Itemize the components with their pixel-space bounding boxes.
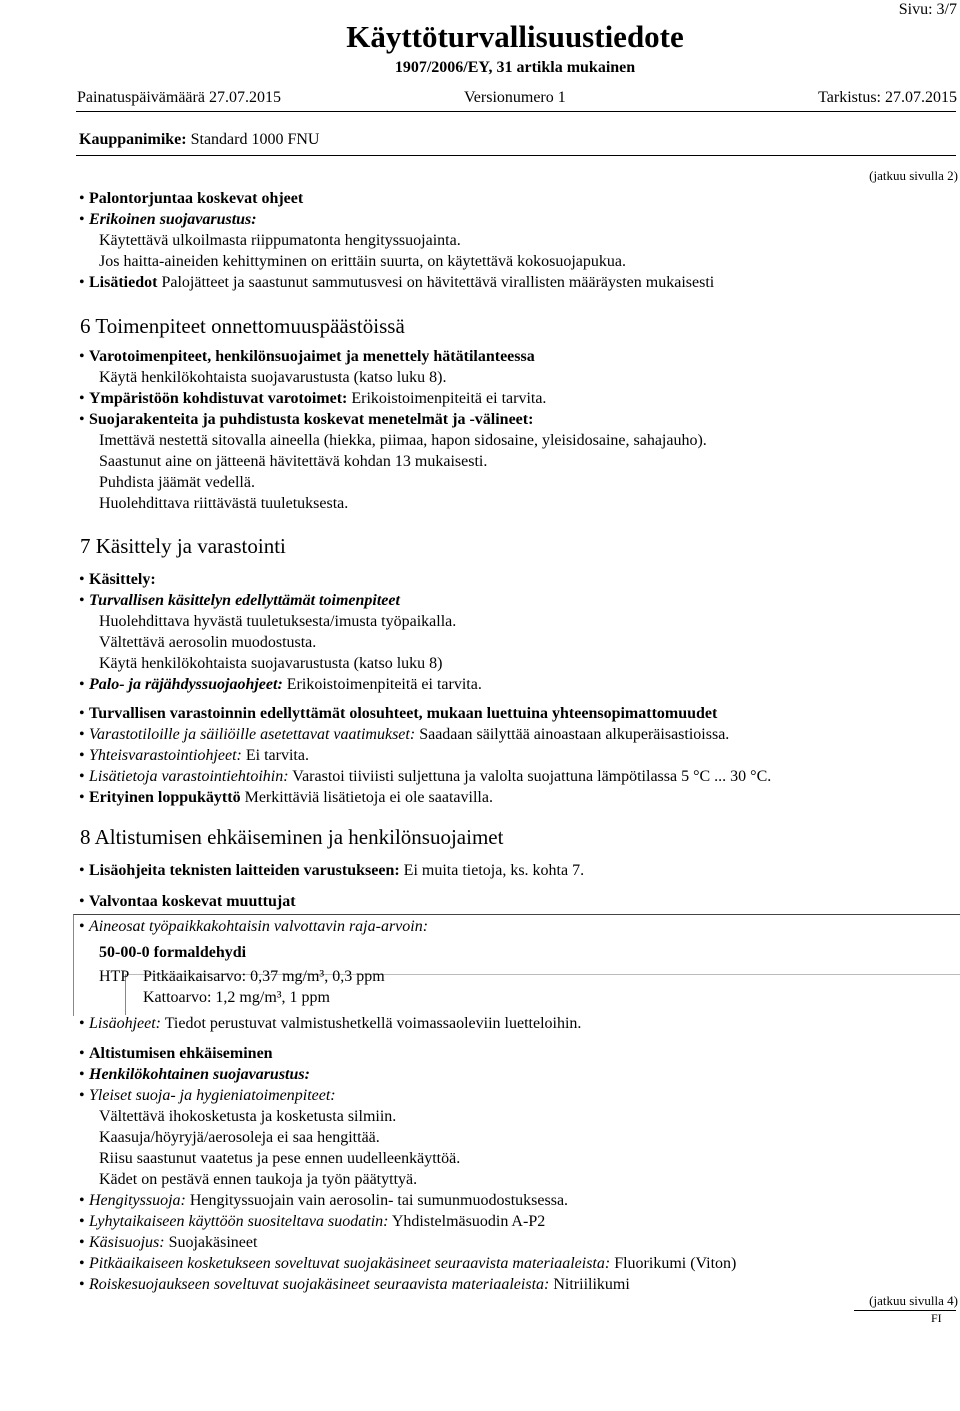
trade-name-divider [76,155,956,156]
list-item: • Käsisuojus: Suojakäsineet [89,1232,257,1253]
list-item: • Erityinen loppukäyttö Merkittäviä lisätietoja ei ole saatavilla. [89,787,493,808]
list-item: • Aineosat työpaikkakohtaisin valvottavin raja-arvoin: [89,916,428,937]
list-item: • Altistumisen ehkäiseminen [89,1043,273,1064]
list-item: • Lisäohjeita teknisten laitteiden varustukseen: Ei muita tietoja, ks. kohta 7. [89,860,584,881]
page-number: Sivu: 3/7 [898,1,957,18]
list-item: • Käsittely: [89,569,156,590]
list-item: Puhdista jäämät vedellä. [99,474,255,491]
list-item: Imettävä nestettä sitovalla aineella (hiekka, piimaa, hapon sidosaine, yleisidosaine, sahajauho). [99,432,707,449]
list-item: • Turvallisen käsittelyn edellyttämät toimenpiteet [89,590,400,611]
list-item: • Lisätiedot Palojätteet ja saastunut sammutusvesi on hävitettävä virallisten määräysten mukaisesti [89,272,714,293]
list-item: Jos haitta-aineiden kehittyminen on erittäin suurta, on käytettävä kokosuojapukua. [99,253,626,270]
version-number: Versionumero 1 [464,89,566,106]
list-item: • Erikoinen suojavarustus: [89,209,257,230]
trade-name [79,131,319,149]
list-item: • Lisätietoja varastointiehtoihin: Varastoi tiiviisti suljettuna ja valolta suojattuna lämpötilassa 5 °C ... 30 °C. [89,766,771,787]
continued-to: (jatkuu sivulla 4) [869,1293,958,1308]
list-item: • Pitkäaikaiseen kosketukseen soveltuvat suojakäsineet seuraavista materiaaleista: Fluorikumi (Viton) [89,1253,736,1274]
list-item: Käytettävä ulkoilmasta riippumatonta hengityssuojainta. [99,232,461,249]
list-item: • Turvallisen varastoinnin edellyttämät olosuhteet, mukaan luettuina yhteensopimattomuudet [89,703,717,724]
list-item: Huolehdittava hyvästä tuuletuksesta/imusta työpaikalla. [99,613,457,630]
htp-ceiling: Kattoarvo: 1,2 mg/m³, 1 ppm [143,989,330,1006]
list-item: • Roiskesuojaukseen soveltuvat suojakäsineet seuraavista materiaaleista: Nitriilikumi [89,1274,630,1295]
list-item: • Lyhytaikaiseen käyttöön suositeltava suodatin: Yhdistelmäsuodin A-P2 [89,1211,545,1232]
list-item: Huolehdittava riittävästä tuuletuksesta. [99,495,349,512]
list-item: • Varotoimenpiteet, henkilönsuojaimet ja menettely hätätilanteessa [89,346,535,367]
htp-label: HTP [99,968,130,985]
list-item: • Henkilökohtainen suojavarustus: [89,1064,310,1085]
list-item: • Lisäohjeet: Tiedot perustuvat valmistushetkellä voimassaoleviin luetteloihin. [89,1013,581,1034]
section-heading: 6 Toimenpiteet onnettomuuspäästöissä [80,314,405,338]
list-item: • Hengityssuoja: Hengityssuojain vain aerosolin- tai sumunmuodostuksessa. [89,1190,568,1211]
list-item: Kaasuja/höyryjä/aerosoleja ei saa hengittää. [99,1129,380,1146]
revision-date: Tarkistus: 27.07.2015 [818,89,957,106]
trade-name-label: Kauppanimike: [79,131,187,148]
print-date: Painatuspäivämäärä 27.07.2015 [77,89,281,106]
continued-from: (jatkuu sivulla 2) [869,168,958,183]
list-item: Käytä henkilökohtaista suojavarustusta (katso luku 8). [99,369,447,386]
list-item: • Suojarakenteita ja puhdistusta koskevat menetelmät ja -välineet: [89,409,533,430]
list-item: Riisu saastunut vaatetus ja pese ennen uudelleenkäyttöä. [99,1150,461,1167]
htp-long-term: Pitkäaikaisarvo: 0,37 mg/m³, 0,3 ppm [143,968,385,985]
list-item: Saastunut aine on jätteenä hävitettävä kohdan 13 mukaisesti. [99,453,488,470]
section-heading: 8 Altistumisen ehkäiseminen ja henkilönsuojaimet [80,825,504,849]
list-item: • Yhteisvarastointiohjeet: Ei tarvita. [89,745,309,766]
section-heading: 7 Käsittely ja varastointi [80,534,286,558]
list-item: • Yleiset suoja- ja hygieniatoimenpiteet: [89,1085,336,1106]
document-title: Käyttöturvallisuustiedote [346,19,684,54]
list-item: • Ympäristöön kohdistuvat varotoimet: Erikoistoimenpiteitä ei tarvita. [89,388,546,409]
document-subtitle: 1907/2006/EY, 31 artikla mukainen [394,59,636,76]
list-item: • Palontorjuntaa koskevat ohjeet [89,188,303,209]
list-item: Vältettävä ihokosketusta ja kosketusta silmiin. [99,1108,397,1125]
list-item: • Palo- ja räjähdyssuojaohjeet: Erikoistoimenpiteitä ei tarvita. [89,674,482,695]
substance-name: 50-00-0 formaldehydi [99,944,247,961]
list-item: Vältettävä aerosolin muodostusta. [99,634,317,651]
footer-language: FI [931,1311,942,1325]
list-item: • Valvontaa koskevat muuttujat [89,891,296,912]
list-item: Kädet on pestävä ennen taukoja ja työn päätyttyä. [99,1171,418,1188]
trade-name-value: Standard 1000 FNU [190,131,320,148]
header-divider [76,111,956,112]
list-item: Käytä henkilökohtaista suojavarustusta (katso luku 8) [99,655,443,672]
list-item: • Varastotiloille ja säiliöille asetettavat vaatimukset: Saadaan säilyttää ainoastaan alkuperäisastioissa. [89,724,729,745]
